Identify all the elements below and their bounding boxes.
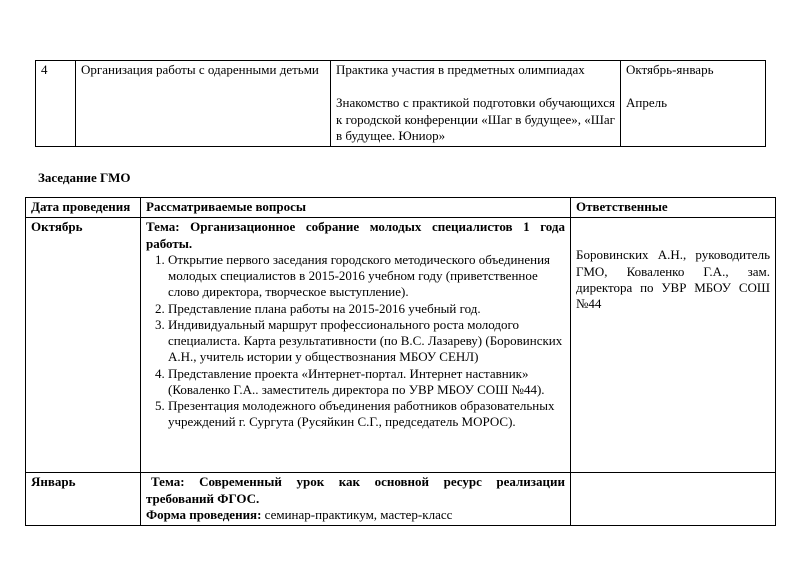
row-number-cell <box>36 61 76 147</box>
meetings-header-row <box>26 198 776 218</box>
practice-paragraph-2: Знакомство с практикой подготовки обучающихся к городской конференции «Шаг в будущее», «Шаг в будущее. Юниор» <box>336 95 615 143</box>
meeting-responsible-cell <box>571 473 776 526</box>
meeting-row-january <box>26 473 776 526</box>
row-number: 4 <box>41 62 48 77</box>
form-label: Форма проведения: <box>146 506 262 522</box>
meeting-row-october <box>26 218 776 473</box>
agenda-item: 1. Открытие первого заседания городского методического объединения молодых специалистов в 2015-2016 учебном году (приветственное слово директора, творческое выступление). <box>168 252 565 301</box>
dates-cell <box>621 61 766 147</box>
agenda-item: 5. Презентация молодежного объединения работников образовательных учреждений г. Сургута (Русяйкин С.Г., председатель МОРОС). <box>168 398 565 431</box>
topic-text: Организация работы с одаренными детьми <box>81 62 319 77</box>
topic-cell <box>76 61 331 147</box>
meeting-form-line <box>146 507 565 523</box>
meeting-questions-cell <box>141 218 571 473</box>
practice-cell <box>331 61 621 147</box>
responsible-text: Боровинских А.Н., руководитель ГМО, Коваленко Г.А., зам. директора по УВР МБОУ СОШ №44 <box>576 247 770 311</box>
date-range-2: Апрель <box>626 95 668 111</box>
meeting-date: Январь <box>31 474 76 490</box>
header-questions: Рассматриваемые вопросы <box>141 198 571 218</box>
header-date: Дата проведения <box>26 198 141 218</box>
meetings-table <box>25 197 776 526</box>
meeting-date-cell <box>26 218 141 473</box>
work-plan-table <box>35 60 766 147</box>
form-value: семинар-практикум, мастер-класс <box>261 506 453 522</box>
meeting-responsible-cell <box>571 218 776 473</box>
section-heading: Заседание ГМО <box>38 170 131 185</box>
table-row <box>36 61 766 147</box>
agenda-list <box>146 252 565 431</box>
meeting-date: Октябрь <box>31 219 83 235</box>
meeting-theme: Тема: Современный урок как основной ресурс реализации требований ФГОС. <box>146 474 565 506</box>
date-range-1: Октябрь-январь <box>626 62 714 77</box>
agenda-item: 3. Индивидуальный маршрут профессионального роста молодого специалиста. Карта результативности (по В.С. Лазареву) (Боровинских А.Н., учитель истории у обществознания МБОУ СЕНЛ) <box>168 317 565 366</box>
meeting-questions-cell <box>141 473 571 526</box>
header-responsible: Ответственные <box>571 198 776 218</box>
meeting-theme: Тема: Организационное собрание молодых специалистов 1 года работы. <box>146 219 565 251</box>
meeting-date-cell <box>26 473 141 526</box>
practice-paragraph-1: Практика участия в предметных олимпиадах <box>336 62 585 77</box>
agenda-item: 2. Представление плана работы на 2015-2016 учебный год. <box>168 301 565 317</box>
agenda-item: 4. Представление проекта «Интернет-портал. Интернет наставник» (Коваленко Г.А.. заместитель директора по УВР МБОУ СОШ №44). <box>168 366 565 399</box>
